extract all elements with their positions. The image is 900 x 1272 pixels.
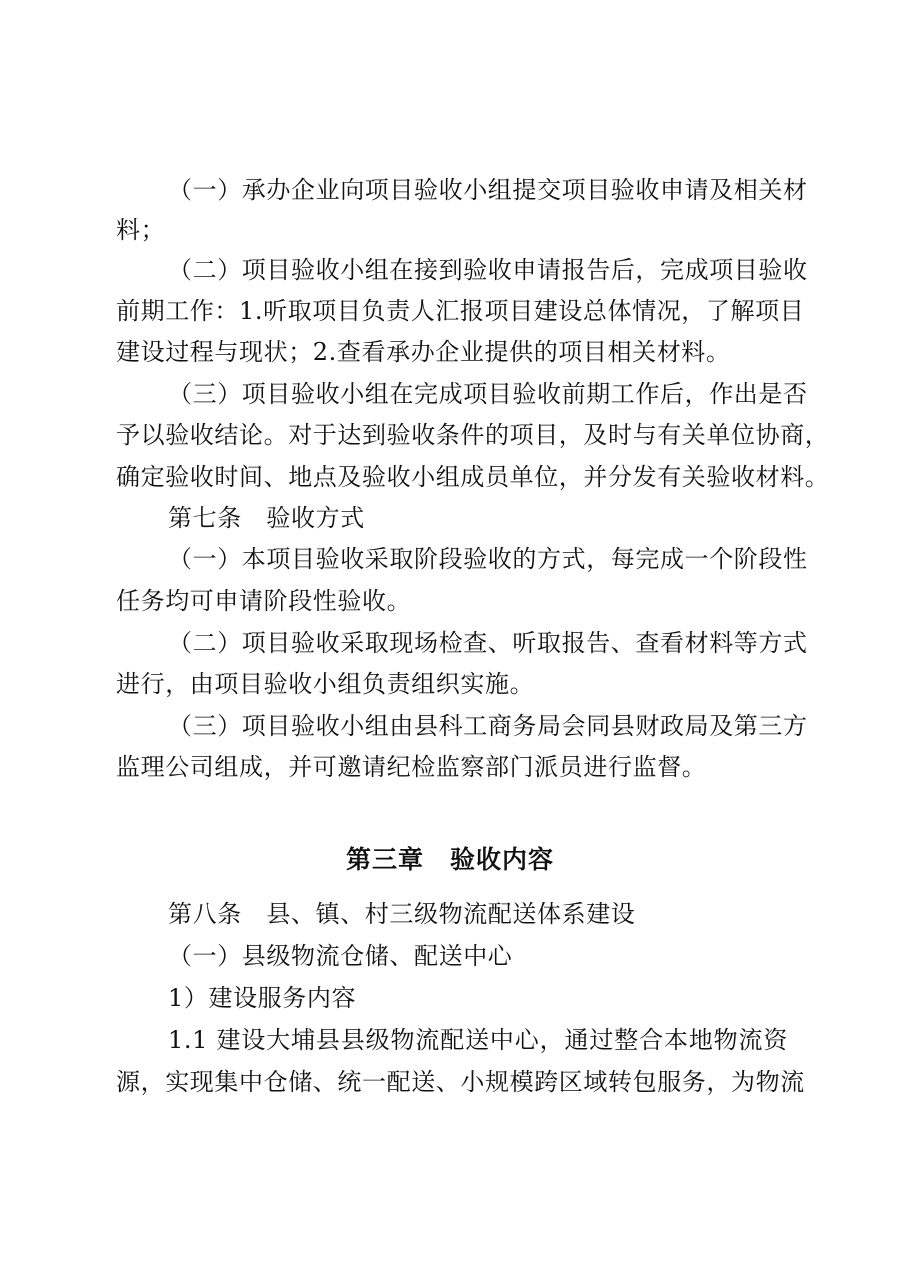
paragraph-line: 任务均可申请阶段性验收。 [116, 587, 412, 615]
paragraph-line: （三）项目验收小组在完成项目验收前期工作后，作出是否 [168, 380, 808, 408]
paragraph-line: （二）项目验收小组在接到验收申请报告后，完成项目验收 [168, 256, 808, 284]
paragraph-line: 进行，由项目验收小组负责组织实施。 [116, 670, 535, 698]
paragraph-line: 1.1 建设大埔县县级物流配送中心，通过整合本地物流资 [168, 1026, 788, 1054]
paragraph-line: 监理公司组成，并可邀请纪检监察部门派员进行监督。 [116, 753, 707, 781]
section-heading: （一）县级物流仓储、配送中心 [168, 942, 513, 970]
chapter-title: 第三章 验收内容 [345, 845, 554, 874]
paragraph-line: （一）承办企业向项目验收小组提交项目验收申请及相关材 [168, 176, 808, 204]
paragraph-line: 建设过程与现状；2.查看承办企业提供的项目相关材料。 [116, 338, 731, 366]
article-heading: 第七条 验收方式 [168, 504, 365, 532]
paragraph-line: （一）本项目验收采取阶段验收的方式，每完成一个阶段性 [168, 545, 808, 573]
paragraph-line: 源，实现集中仓储、统一配送、小规模跨区域转包服务，为物流 [116, 1068, 805, 1096]
article-heading: 第八条 县、镇、村三级物流配送体系建设 [168, 900, 636, 928]
paragraph-line: 前期工作：1.听取项目负责人汇报项目建设总体情况，了解项目 [116, 297, 805, 325]
paragraph-line: 料； [116, 216, 166, 244]
paragraph-line: （二）项目验收采取现场检查、听取报告、查看材料等方式 [168, 629, 808, 657]
subsection-heading: 1）建设服务内容 [168, 984, 357, 1012]
paragraph-line: 予以验收结论。对于达到验收条件的项目，及时与有关单位协商， [116, 421, 830, 449]
paragraph-line: （三）项目验收小组由县科工商务局会同县财政局及第三方 [168, 712, 808, 740]
paragraph-line: 确定验收时间、地点及验收小组成员单位，并分发有关验收材料。 [116, 463, 830, 491]
